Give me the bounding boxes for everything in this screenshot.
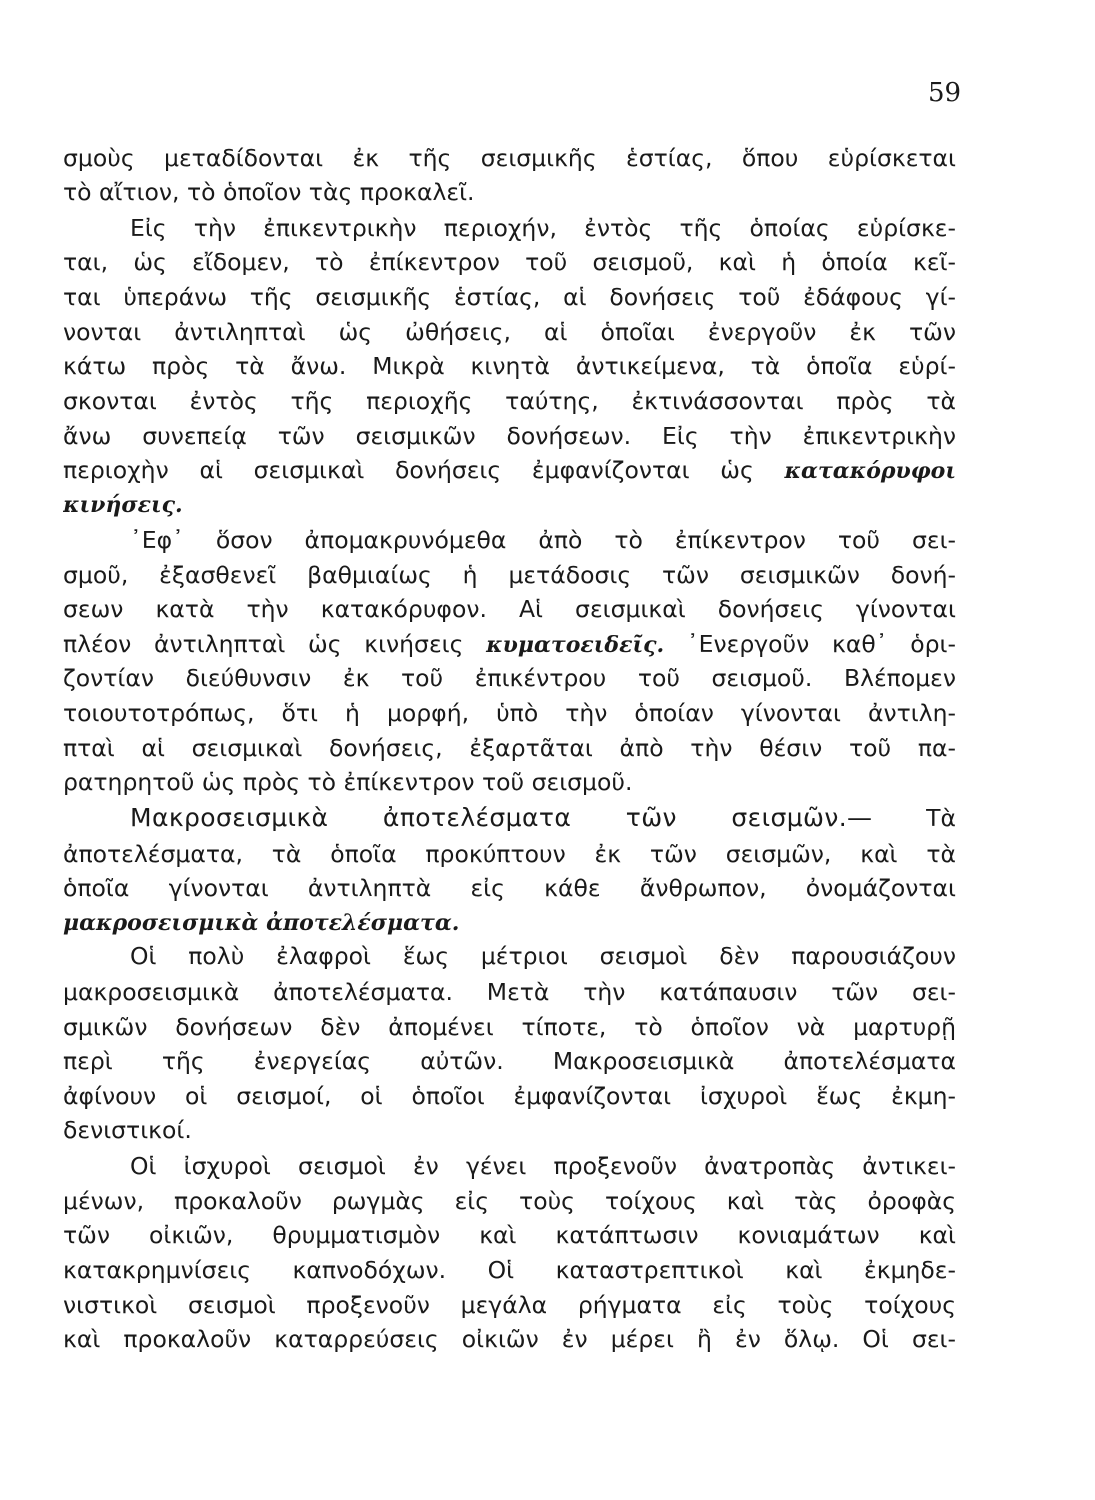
text-line: σεων κατὰ τὴν κατακόρυφον. Αἱ σεισμικαὶ δονήσεις γίνονται	[63, 595, 956, 623]
text-line: ται ὑπεράνω τῆς σεισμικῆς ἑστίας, αἱ δονήσεις τοῦ ἐδάφους γί-	[63, 283, 956, 311]
text-line: ὁποῖα γίνονται ἀντιληπτὰ εἰς κάθε ἄνθρωπον, ὀνομάζονται	[63, 874, 956, 902]
line-text: πλέον ἀντιληπταὶ ὡς κινήσεις	[63, 630, 464, 658]
text-line: μένων, προκαλοῦν ρωγμὰς εἰς τοὺς τοίχους καὶ τὰς ὀροφὰς	[63, 1187, 956, 1215]
text-line: κατακρημνίσεις καπνοδόχων. Οἱ καταστρεπτικοὶ καὶ ἐκμηδε-	[63, 1256, 956, 1284]
text-line: νιστικοὶ σεισμοὶ προξενοῦν μεγάλα ρήγματα εἰς τοὺς τοίχους	[63, 1291, 956, 1319]
text-line: σκονται ἐντὸς τῆς περιοχῆς ταύτης, ἐκτινάσσονται πρὸς τὰ	[63, 387, 956, 415]
emphasis-term: κυματοειδεῖς.	[486, 632, 665, 658]
line-text: ᾿Ενεργοῦν καθ᾿ ὁρι-	[686, 630, 956, 658]
line-text: Τὰ	[926, 804, 956, 832]
text-line	[63, 906, 956, 938]
emphasis-term: μακροσεισμικὰ ἀποτελέσματα.	[63, 910, 460, 936]
section-heading-line	[130, 802, 956, 834]
text-line: ἄνω συνεπείᾳ τῶν σεισμικῶν δονήσεων. Εἰς τὴν ἐπικεντρικὴν	[63, 422, 956, 450]
text-line: τῶν οἰκιῶν, θρυμματισμὸν καὶ κατάπτωσιν κονιαμάτων καὶ	[63, 1221, 956, 1249]
text-line: μακροσεισμικὰ ἀποτελέσματα. Μετὰ τὴν κατάπαυσιν τῶν σει-	[63, 978, 956, 1006]
text-line: πταὶ αἱ σεισμικαὶ δονήσεις, ἐξαρτᾶται ἀπὸ τὴν θέσιν τοῦ πα-	[63, 734, 956, 762]
text-line	[63, 454, 956, 486]
text-line: Εἰς τὴν ἐπικεντρικὴν περιοχήν, ἐντὸς τῆς ὁποίας εὑρίσκε-	[130, 214, 956, 242]
text-line: Οἱ ἰσχυροὶ σεισμοὶ ἐν γένει προξενοῦν ἀνατροπὰς ἀντικει-	[130, 1152, 956, 1180]
text-line: τὸ αἴτιον, τὸ ὁποῖον τὰς προκαλεῖ.	[63, 178, 475, 206]
text-line: ἀποτελέσματα, τὰ ὁποῖα προκύπτουν ἐκ τῶν σεισμῶν, καὶ τὰ	[63, 840, 956, 868]
text-line: περὶ τῆς ἐνεργείας αὐτῶν. Μακροσεισμικὰ ἀποτελέσματα	[63, 1047, 956, 1075]
text-line: ται, ὡς εἴδομεν, τὸ ἐπίκεντρον τοῦ σεισμοῦ, καὶ ἡ ὁποία κεῖ-	[63, 248, 956, 276]
emphasis-term: κατακόρυφοι	[784, 458, 956, 484]
page-number: 59	[928, 78, 962, 108]
text-line: ἀφίνουν οἱ σεισμοί, οἱ ὁποῖοι ἐμφανίζονται ἰσχυροὶ ἕως ἐκμη-	[63, 1082, 956, 1110]
text-line: τοιουτοτρόπως, ὅτι ἡ μορφή, ὑπὸ τὴν ὁποίαν γίνονται ἀντιλη-	[63, 699, 956, 727]
text-line: σμικῶν δονήσεων δὲν ἀπομένει τίποτε, τὸ ὁποῖον νὰ μαρτυρῇ	[63, 1013, 956, 1041]
text-line: κάτω πρὸς τὰ ἄνω. Μικρὰ κινητὰ ἀντικείμενα, τὰ ὁποῖα εὑρί-	[63, 352, 956, 380]
text-line: σμοὺς μεταδίδονται ἐκ τῆς σεισμικῆς ἑστίας, ὅπου εὑρίσκεται	[63, 144, 956, 172]
text-line	[63, 488, 956, 520]
text-line: καὶ προκαλοῦν καταρρεύσεις οἰκιῶν ἐν μέρει ἢ ἐν ὅλῳ. Οἱ σει-	[63, 1325, 956, 1353]
text-line: Οἱ πολὺ ἐλαφροὶ ἕως μέτριοι σεισμοὶ δὲν παρουσιάζουν	[130, 942, 956, 970]
text-line: νονται ἀντιληπταὶ ὡς ὠθήσεις, αἱ ὁποῖαι ἐνεργοῦν ἐκ τῶν	[63, 318, 956, 346]
text-line: ζοντίαν διεύθυνσιν ἐκ τοῦ ἐπικέντρου τοῦ σεισμοῦ. Βλέπομεν	[63, 664, 956, 692]
text-line: ᾿Εφ᾿ ὅσον ἀπομακρυνόμεθα ἀπὸ τὸ ἐπίκεντρον τοῦ σει-	[130, 526, 956, 554]
section-heading: Μακροσεισμικὰ ἀποτελέσματα τῶν σεισμῶν.—	[130, 803, 873, 832]
text-line: δενιστικοί.	[63, 1116, 192, 1144]
emphasis-term: κινήσεις.	[63, 492, 183, 518]
text-line: ρατηρητοῦ ὡς πρὸς τὸ ἐπίκεντρον τοῦ σεισμοῦ.	[63, 768, 633, 796]
text-line: σμοῦ, ἐξασθενεῖ βαθμιαίως ἡ μετάδοσις τῶν σεισμικῶν δονή-	[63, 561, 956, 589]
text-line	[63, 628, 956, 660]
line-text: περιοχὴν αἱ σεισμικαὶ δονήσεις ἐμφανίζονται ὡς	[63, 456, 754, 484]
